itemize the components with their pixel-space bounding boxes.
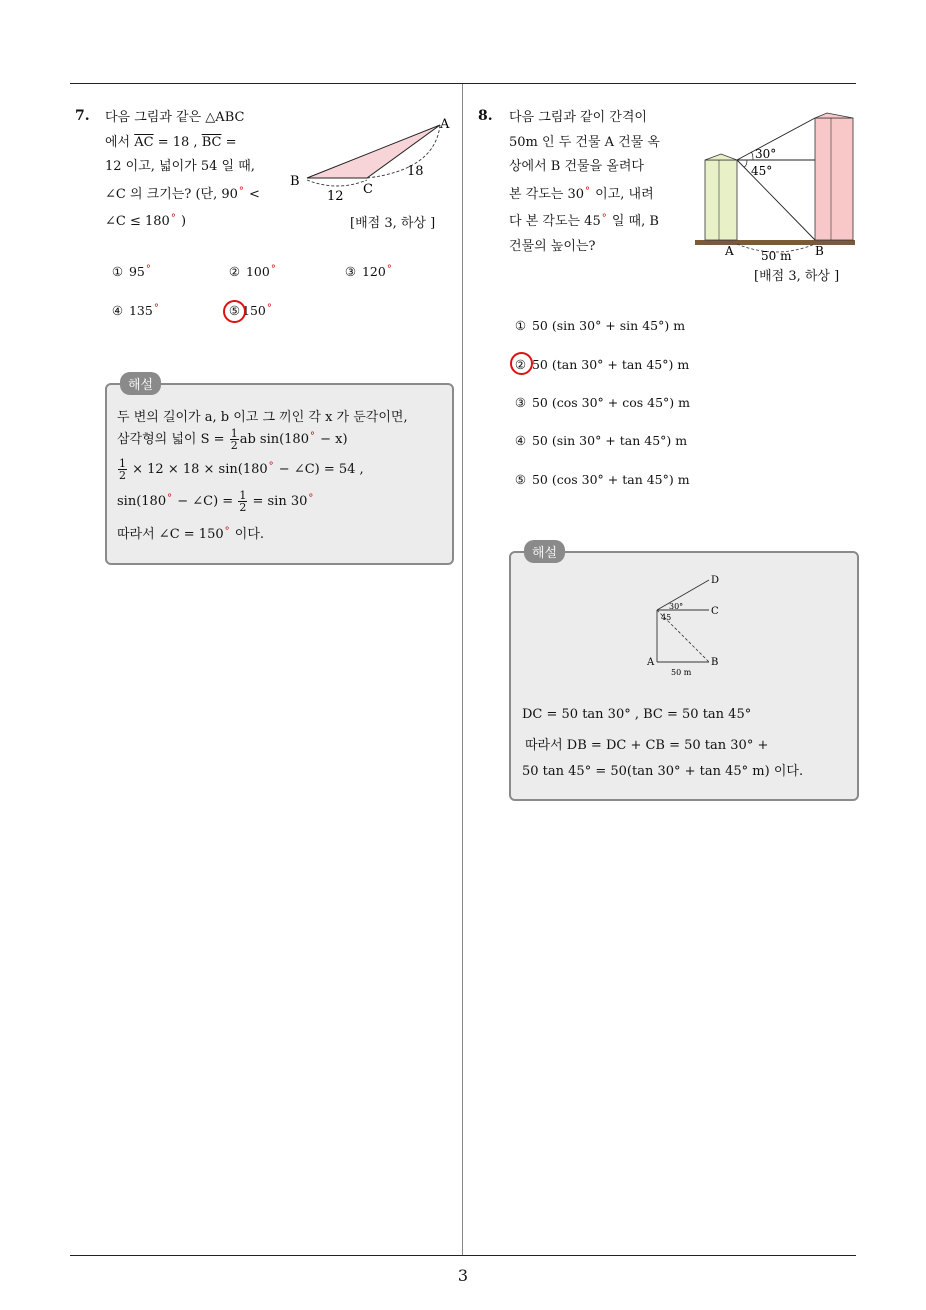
q8-angle-arc-down [744, 160, 747, 167]
q7-triangle-figure [285, 112, 455, 202]
q7-number: 7. [75, 108, 90, 124]
q8-number: 8. [478, 108, 493, 124]
page-number: 3 [457, 1266, 469, 1285]
q8-solution-line3: 50 tan 45° = 50(tan 30° + tan 45° m) 이다. [522, 764, 804, 779]
q7-label-a: A [440, 117, 450, 132]
q7-side-ac: 18 [407, 164, 424, 179]
q8-choice-2[interactable]: ② 50 (tan 30° + tan 45°) m [514, 357, 690, 372]
q8-label-b: B [815, 244, 824, 258]
q8-sol-label-c: C [711, 606, 719, 617]
q7-solution-tag: 해설 [120, 372, 161, 395]
q8-sightline-down [737, 160, 815, 240]
q7-choice-5[interactable]: ⑤ 150° [228, 303, 272, 318]
q8-sol-label-d: D [711, 575, 720, 586]
q7-answer-mark-icon [223, 300, 246, 323]
q7-solution-line4: sin(180° − ∠C) = $\frac{1}{2}$ = sin 30° [117, 489, 314, 514]
q8-sol-angle-45: 45 [661, 613, 672, 622]
q8-distance: 50 m [761, 249, 792, 262]
q8-score: [배점 3, 하상 ] [754, 269, 840, 284]
q8-ground [695, 240, 855, 245]
q8-angle-down: 45° [751, 164, 773, 178]
q7-choice-3[interactable]: ③ 120° [344, 264, 392, 279]
q8-solution-figure [645, 572, 725, 680]
q7-choice-4[interactable]: ④ 135° [111, 303, 159, 318]
q8-solution-line1: DC = 50 tan 30° , BC = 50 tan 45° [522, 707, 752, 722]
top-rule [70, 83, 856, 84]
q8-angle-up: 30° [755, 147, 777, 161]
q8-sol-label-a: A [647, 657, 655, 668]
q8-label-a: A [725, 244, 734, 258]
q7-label-b: B [290, 174, 300, 189]
q7-choice-1[interactable]: ① 95° [111, 264, 151, 279]
q7-score: [배점 3, 하상 ] [350, 216, 436, 231]
q8-choice-3[interactable]: ③ 50 (cos 30° + cos 45°) m [514, 395, 691, 410]
column-divider [462, 84, 463, 1256]
q7-arc-bc [307, 180, 367, 186]
q7-question-text: 다음 그림과 같은 △ABC 에서 $\overline{AC} = 18$ , $\overline{BC}$ = 12 이고, 넓이가 54 일 때, ∠C 의 크기는? (단, 90° < ∠C ≤ 180° ) [105, 110, 260, 229]
q8-solution-tag: 해설 [524, 540, 565, 563]
q7-solution-line1: 두 변의 길이가 a, b 이고 그 끼인 각 x 가 둔각이면, [117, 410, 408, 425]
q7-side-bc: 12 [327, 189, 344, 202]
q8-building-b-top [815, 113, 853, 118]
q8-solution-line2: 따라서 DB = DC + CB = 50 tan 30° + [525, 738, 769, 753]
q8-building-a-top [705, 154, 737, 160]
q8-building-a [705, 160, 737, 240]
bottom-rule [70, 1255, 856, 1256]
q7-solution-line2: 삼각형의 넓이 S = $\frac{1}{2}$ ab sin(180° − x) [117, 427, 348, 452]
q7-solution-line3: $\frac{1}{2}$ × 12 × 18 × sin(180° − ∠C) = 54 , [119, 457, 364, 482]
q8-sol-label-b: B [711, 657, 719, 668]
q8-choice-5[interactable]: ⑤ 50 (cos 30° + tan 45°) m [514, 472, 690, 487]
q8-answer-mark-icon [510, 352, 533, 375]
q7-solution-line5: 따라서 ∠C = 150° 이다. [117, 526, 265, 542]
q8-building-b [815, 118, 853, 240]
q8-sol-angle-30: 30° [669, 602, 684, 611]
q8-angle-arc-up [751, 152, 753, 160]
q8-buildings-figure [695, 110, 855, 262]
q8-choice-1[interactable]: ① 50 (sin 30° + sin 45°) m [514, 318, 686, 333]
q8-sol-dist: 50 m [671, 668, 692, 677]
q8-choice-4[interactable]: ④ 50 (sin 30° + tan 45°) m [514, 433, 688, 448]
q7-label-c: C [363, 182, 373, 197]
q7-choice-2[interactable]: ② 100° [228, 264, 276, 279]
q8-question-text: 다음 그림과 같이 간격이 50m 인 두 건물 A 건물 옥 상에서 B 건물을 올려다 본 각도는 30° 이고, 내려 다 본 각도는 45° 일 때, B 건물의 높이는? [509, 110, 660, 254]
